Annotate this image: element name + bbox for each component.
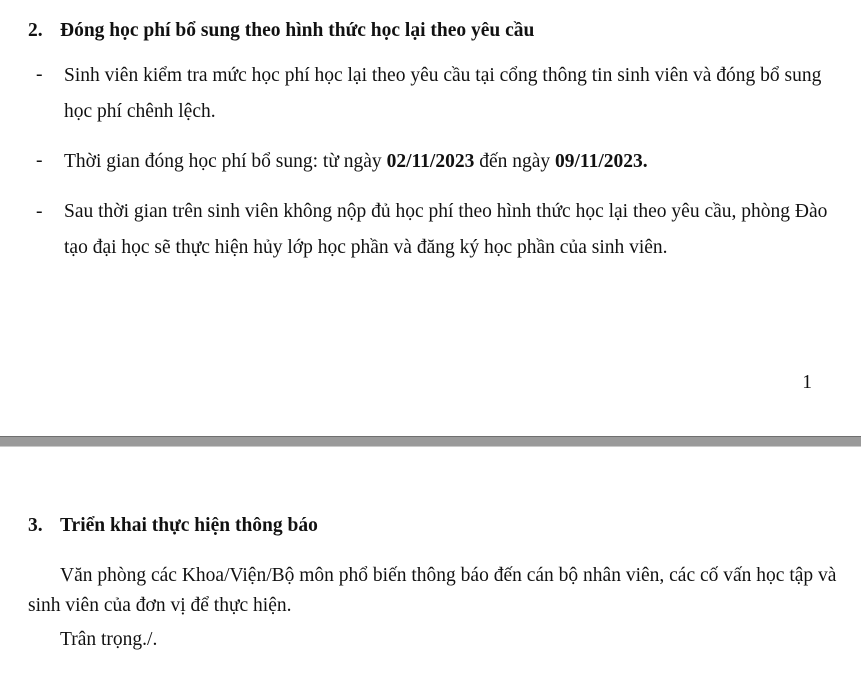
section-2-title: Đóng học phí bổ sung theo hình thức học lại theo yêu cầu bbox=[60, 20, 535, 41]
bullet-marker: - bbox=[36, 64, 43, 85]
section-3-body: Văn phòng các Khoa/Viện/Bộ môn phổ biến thông báo đến cán bộ nhân viên, các cố vấn học tập và sinh viên của đơn vị để thực hiện. bbox=[28, 565, 837, 616]
section-2-item-2 bbox=[64, 144, 834, 180]
section-3-title: Triển khai thực hiện thông báo bbox=[60, 515, 318, 536]
page-separator bbox=[0, 436, 861, 447]
section-2-item-1: Sinh viên kiểm tra mức học phí học lại theo yêu cầu tại cổng thông tin sinh viên và đóng bổ sung học phí chênh lệch. bbox=[64, 65, 822, 122]
section-3-number: 3. bbox=[28, 515, 43, 536]
page-number: 1 bbox=[802, 372, 812, 393]
section-2-number: 2. bbox=[28, 20, 43, 41]
bullet-marker: - bbox=[36, 201, 43, 222]
section-2-heading bbox=[28, 20, 534, 42]
payment-end-date: 09/11/2023. bbox=[555, 151, 648, 172]
payment-period-prefix: Thời gian đóng học phí bổ sung: từ ngày bbox=[64, 151, 387, 172]
section-2-item-3: Sau thời gian trên sinh viên không nộp đủ học phí theo hình thức học lại theo yêu cầu, phòng Đào tạo đại học sẽ thực hiện hủy lớp học phần và đăng ký học phần của sinh viên. bbox=[64, 201, 828, 258]
payment-start-date: 02/11/2023 bbox=[386, 151, 475, 172]
closing-salutation: Trân trọng./. bbox=[60, 629, 158, 650]
document-page-2 bbox=[0, 447, 861, 682]
payment-period-middle: đến ngày bbox=[474, 151, 556, 172]
bullet-marker: - bbox=[36, 150, 43, 171]
section-3-heading bbox=[28, 515, 318, 537]
